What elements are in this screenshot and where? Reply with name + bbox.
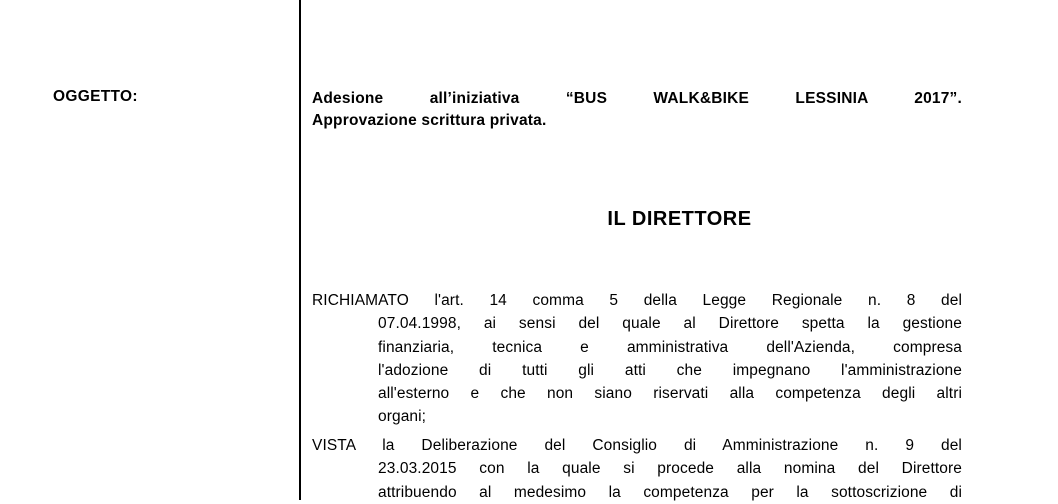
paragraph-vista-line-2: 23.03.2015 con la quale si procede alla nomina del Direttore bbox=[378, 460, 962, 478]
paragraph-vista-line-1: la Deliberazione del Consiglio di Amministrazione n. 9 del bbox=[382, 437, 962, 454]
subject-label: OGGETTO: bbox=[53, 88, 138, 105]
subject-text bbox=[312, 88, 962, 132]
paragraph-richiamato-line-1-wrap bbox=[312, 289, 962, 312]
subject-text-line-1: Adesione all’iniziativa “BUS WALK&BIKE LESSINIA 2017”. bbox=[312, 90, 962, 107]
paragraph-richiamato-line-5: all'esterno e che non siano riservati alla competenza degli altri bbox=[378, 385, 962, 403]
paragraph-richiamato-body bbox=[312, 312, 962, 428]
document-heading: IL DIRETTORE bbox=[607, 208, 752, 230]
paragraph-vista-line-3: attribuendo al medesimo la competenza per la sottoscrizione di bbox=[378, 483, 962, 501]
paragraph-vista-lead: VISTA bbox=[312, 437, 356, 454]
paragraph-richiamato-line-4: l'adozione di tutti gli atti che impegnano l'amministrazione bbox=[378, 361, 962, 379]
paragraph-richiamato-line-2: 07.04.1998, ai sensi del quale al Direttore spetta la gestione bbox=[378, 315, 962, 333]
subject-label-column bbox=[0, 0, 299, 500]
paragraph-vista bbox=[312, 434, 962, 504]
paragraph-richiamato-line-3: finanziaria, tecnica e amministrativa dell'Azienda, compresa bbox=[378, 338, 962, 356]
paragraph-richiamato-lead: RICHIAMATO bbox=[312, 292, 409, 309]
paragraph-richiamato bbox=[312, 289, 962, 429]
paragraph-vista-body bbox=[312, 457, 962, 504]
paragraph-vista-line-1-wrap bbox=[312, 434, 962, 457]
subject-text-line-2: Approvazione scrittura privata. bbox=[312, 112, 547, 129]
paragraph-richiamato-line-6: organi; bbox=[378, 408, 427, 426]
document-body-column bbox=[301, 0, 1058, 500]
paragraph-richiamato-line-1: l'art. 14 comma 5 della Legge Regionale n. 8 del bbox=[434, 292, 962, 309]
